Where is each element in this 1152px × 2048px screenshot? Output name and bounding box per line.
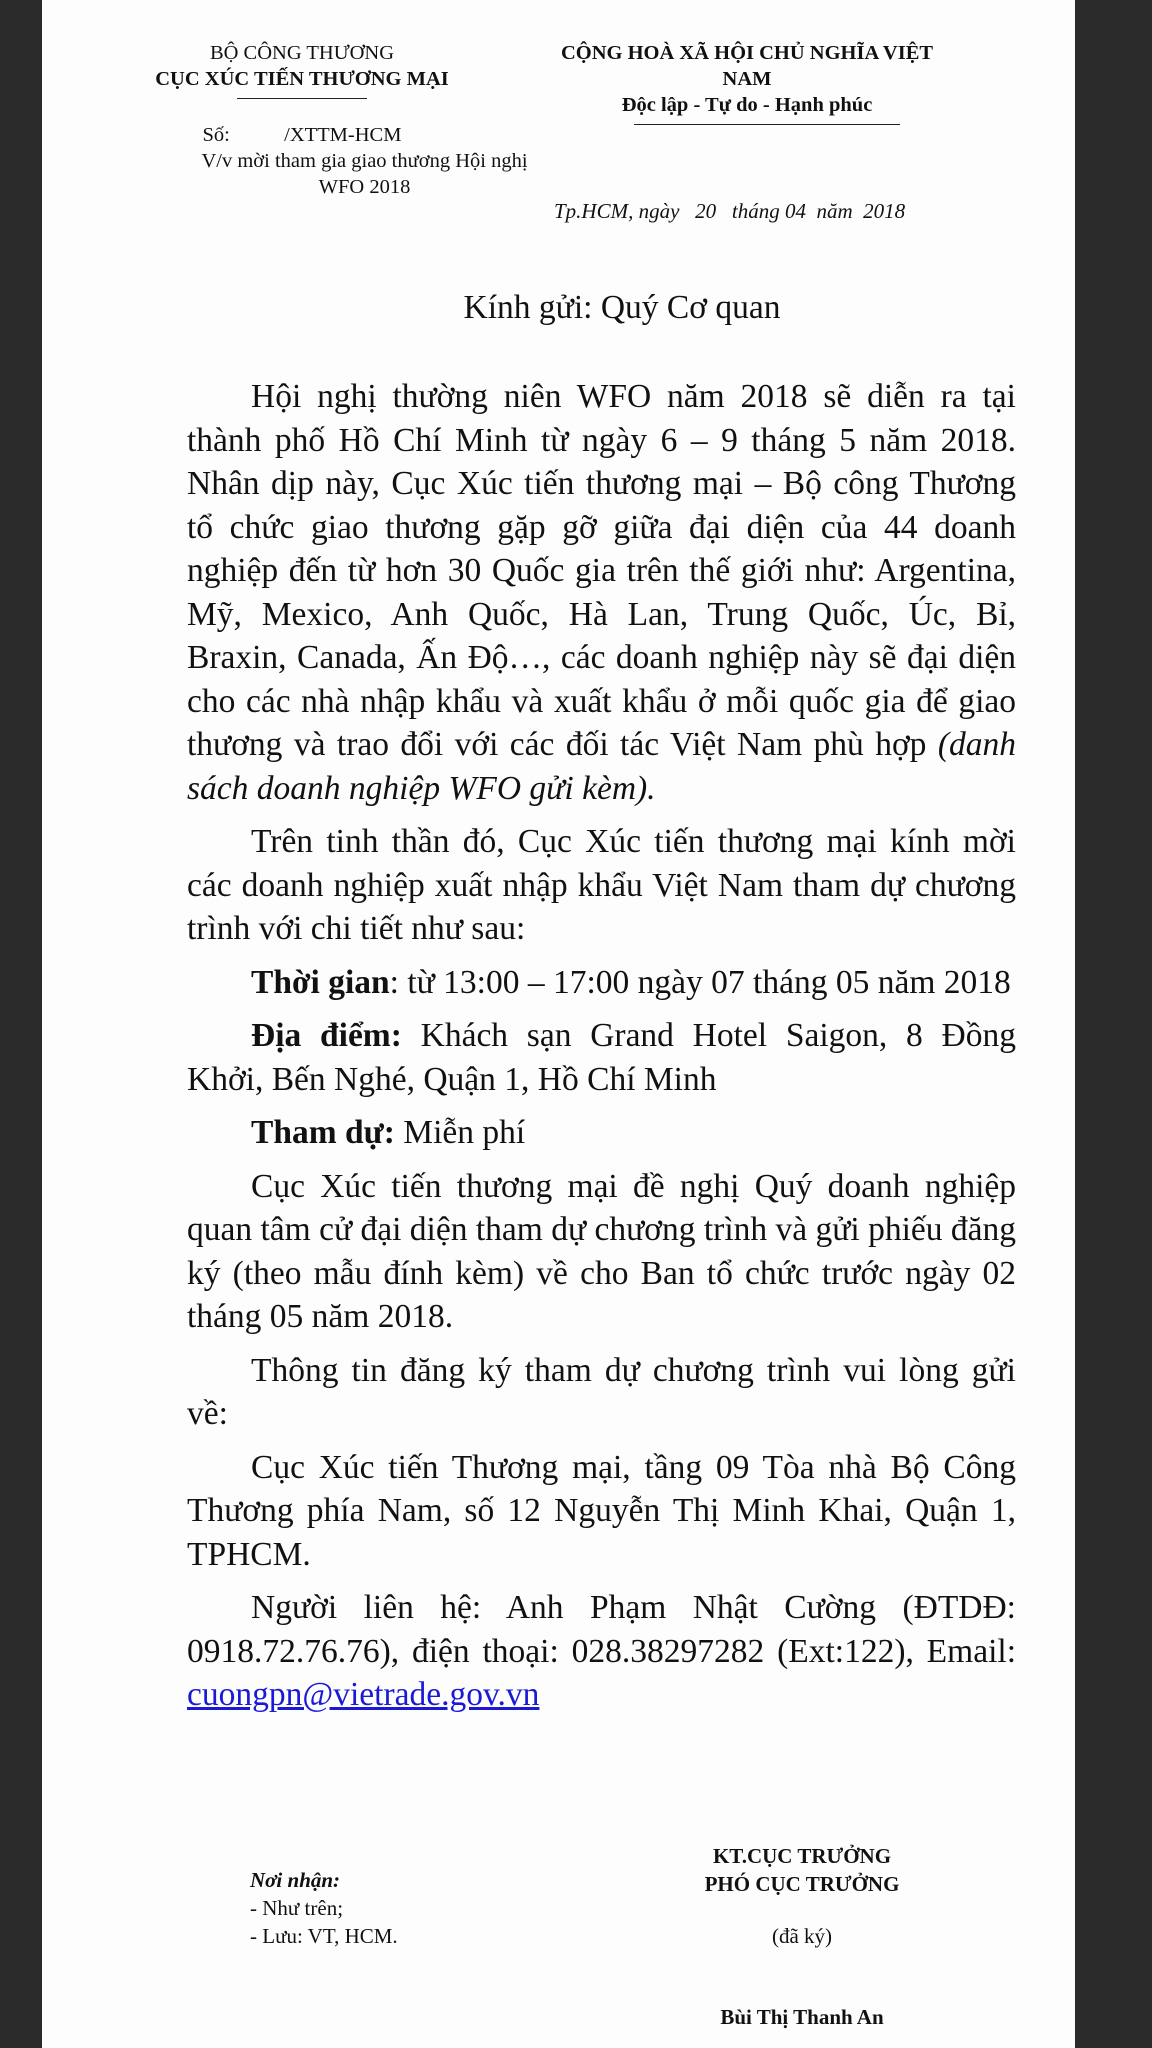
salutation: Kính gửi: Quý Cơ quan — [463, 289, 781, 326]
document-number — [187, 122, 417, 148]
signature-titles — [602, 1842, 1002, 1898]
recipients-block — [250, 1866, 570, 1950]
signed-note: (đã ký) — [771, 1924, 833, 1948]
issuing-agency — [152, 40, 452, 92]
ministry-name: BỘ CÔNG THƯƠNG — [209, 42, 395, 64]
national-motto: Độc lập - Tự do - Hạnh phúc — [621, 94, 873, 116]
paragraph-request: Cục Xúc tiến thương mại đề nghị Quý doanh nghiệp quan tâm cử đại diện tham dự chương trình và gửi phiếu đăng ký (theo mẫu đính kèm) về cho Ban tổ chức trước ngày 02 tháng 05 năm 2018. — [187, 1167, 1017, 1335]
venue-label: Địa điểm: — [251, 1017, 402, 1054]
event-fee — [187, 1111, 1016, 1155]
number-label: Số: — [202, 124, 230, 146]
paragraph-contact — [187, 1586, 1016, 1717]
country-name-line-2: NAM — [722, 68, 772, 90]
subject-line-1: V/v mời tham gia giao thương Hội nghị — [201, 150, 528, 172]
motto-underline — [634, 124, 900, 125]
paragraph-address: Cục Xúc tiến Thương mại, tầng 09 Tòa nhà Bộ Công Thương phía Nam, số 12 Nguyễn Thị Minh Khai, Quận 1, TPHCM. — [187, 1448, 1016, 1573]
fee-value: Miễn phí — [394, 1114, 526, 1151]
document-page — [42, 0, 1075, 2048]
signer-title-2: PHÓ CỤC TRƯỞNG — [704, 1872, 900, 1896]
contact-text: Người liên hệ: Anh Phạm Nhật Cường (ĐTDĐ: 0918.72.76.76), điện thoại: 028.38297282 (Ext:122), Email: — [187, 1589, 1016, 1670]
number-value: /XTTM-HCM — [284, 124, 402, 146]
event-time — [187, 961, 1016, 1005]
signer-name: Bùi Thị Thanh An — [720, 2005, 884, 2029]
signer-title-1: KT.CỤC TRƯỞNG — [712, 1844, 892, 1868]
national-title — [527, 40, 967, 118]
paragraph-registration-info: Thông tin đăng ký tham dự chương trình vui lòng gửi về: — [187, 1351, 1016, 1432]
recipient-item: - Như trên; — [250, 1896, 344, 1920]
place-and-date: Tp.HCM, ngày 20 tháng 04 năm 2018 — [554, 199, 906, 223]
subject-line-2: WFO 2018 — [318, 176, 411, 198]
agency-underline — [237, 98, 367, 99]
venue-value: Khách sạn Grand Hotel Saigon, 8 Đồng Khởi, Bến Nghé, Quận 1, Hồ Chí Minh — [187, 1017, 1016, 1098]
recipients-title: Nơi nhận: — [250, 1868, 341, 1892]
time-value: : từ 13:00 – 17:00 ngày 07 tháng 05 năm 2018 — [389, 963, 1011, 1001]
time-label: Thời gian — [251, 963, 390, 1001]
attachment-note: (danh sách doanh nghiệp WFO gửi kèm). — [187, 726, 1016, 807]
document-subject — [192, 148, 537, 200]
country-name-line-1: CỘNG HOÀ XÃ HỘI CHỦ NGHĨA VIỆT — [560, 42, 934, 64]
event-venue — [187, 1014, 1016, 1101]
paragraph-intro — [187, 375, 1016, 810]
recipient-item: - Lưu: VT, HCM. — [250, 1924, 398, 1948]
department-name: CỤC XÚC TIẾN THƯƠNG MẠI — [155, 68, 449, 90]
fee-label: Tham dự: — [251, 1114, 395, 1151]
paragraph-invitation: Trên tinh thần đó, Cục Xúc tiến thương mại kính mời các doanh nghiệp xuất nhập khẩu Việt Nam tham dự chương trình với chi tiết như sau: — [187, 823, 1016, 947]
letter-body — [187, 375, 1016, 1717]
intro-text: Hội nghị thường niên WFO năm 2018 sẽ diễn ra tại thành phố Hồ Chí Minh từ ngày 6 – 9 tháng 5 năm 2018. Nhân dịp này, Cục Xúc tiến thương mại – Bộ công Thương tổ chức giao thương gặp gỡ giữa đại diện của 44 doanh nghiệp đến từ hơn 30 Quốc gia trên thế giới như: Argentina, Mỹ, Mexico, Anh Quốc, Hà Lan, Trung Quốc, Úc, Bỉ, Braxin, Canada, Ấn Độ…, các doanh nghiệp này sẽ đại diện cho các nhà nhập khẩu và xuất khẩu ở mỗi quốc gia để giao thương và trao đổi với các đối tác Việt Nam phù hợp — [187, 378, 1016, 763]
contact-email-link[interactable]: cuongpn@vietrade.gov.vn — [187, 1676, 540, 1713]
